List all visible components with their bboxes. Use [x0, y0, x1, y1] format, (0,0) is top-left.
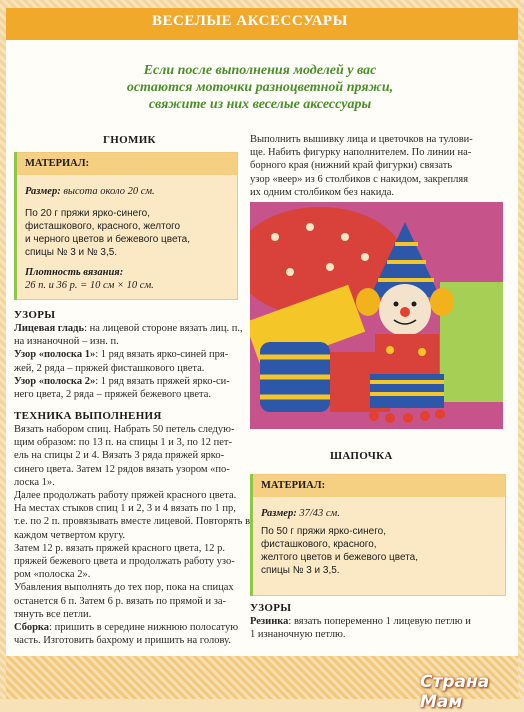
- gnome-title: ГНОМИК: [103, 134, 156, 146]
- line-text: : на лицевой стороне вязать лиц. п.,: [84, 323, 243, 334]
- text-line: [14, 436, 250, 449]
- line-text: тянуть все петли.: [14, 608, 92, 620]
- line-text: часть. Изготовить бахрому и пришить на голову.: [14, 635, 231, 647]
- density-value: 26 п. и 36 р. = 10 см × 10 см.: [25, 280, 154, 291]
- bold-term: Узор «полоска 1»: [14, 349, 96, 361]
- text-line: [14, 375, 243, 388]
- yarn-line: спицы № 3 и № 3,5.: [25, 247, 118, 258]
- material-label: МАТЕРИАЛ:: [251, 475, 505, 497]
- right-column-text: [250, 133, 473, 199]
- yarn-line: спицы № 3 и 3,5.: [261, 565, 340, 576]
- text-line: [14, 449, 250, 462]
- text-line: [14, 489, 250, 502]
- text-line: [14, 568, 250, 581]
- intro-text: [100, 62, 420, 113]
- intro-line: Если после выполнения моделей у вас: [143, 63, 377, 78]
- line-text: На местах стыков спиц 1 и 2, 3 и 4 вязать по 1 пр,: [14, 503, 236, 515]
- hat-size-line: [261, 507, 340, 520]
- text-line: [14, 542, 250, 555]
- yarn-line: По 50 г пряжи ярко-синего,: [261, 526, 386, 537]
- yarn-line: фисташкового, красного, желтого: [25, 221, 181, 232]
- text-line: их одним столбиком без накида.: [250, 186, 394, 198]
- bold-term: Лицевая гладь: [14, 323, 85, 334]
- line-text: : 1 ряд вязать пряжей ярко-си-: [95, 375, 230, 387]
- line-text: лоска 1».: [14, 476, 55, 488]
- yarn-line: желтого цветов и бежевого цвета,: [261, 552, 419, 563]
- line-text: Вязать набором спиц. Набрать 50 петель следую-: [14, 424, 235, 435]
- size-line: [25, 185, 155, 198]
- rib-line: : вязать попеременно 1 лицевую петлю и: [288, 616, 471, 627]
- rib-text: [250, 615, 471, 641]
- text-line: [14, 476, 250, 489]
- size-value: 37/43 см.: [299, 508, 340, 519]
- text-line: [14, 529, 250, 542]
- rib-line: 1 изнаночную петлю.: [250, 629, 346, 641]
- text-line: [14, 515, 250, 528]
- line-text: ром «полоска 2».: [14, 569, 91, 581]
- yarn-line: фисташкового, красного,: [261, 539, 377, 550]
- text-line: борного края (нижний край фигурки) связать: [250, 160, 453, 172]
- gnome-material-box: [14, 152, 238, 300]
- intro-line: свяжите из них веселые аксессуары: [148, 97, 372, 112]
- text-line: [14, 348, 243, 361]
- yarn-line: По 20 г пряжи ярко-синего,: [25, 208, 150, 219]
- text-line: узор «веер» из 6 столбиков с накидом, закрепляя: [250, 173, 469, 185]
- text-line: [14, 595, 250, 608]
- line-text: каждом четвертом кругу.: [14, 529, 126, 541]
- text-line: Выполнить вышивку лица и цветочков на тулови-: [250, 134, 473, 145]
- line-text: Затем 12 р. вязать пряжей красного цвета, 12 р.: [14, 542, 225, 554]
- text-line: [14, 502, 250, 515]
- line-text: щим образом: по 13 п. на спицы 1 и 3, по 12 пет-: [14, 437, 232, 449]
- hat-patterns-title: УЗОРЫ: [250, 602, 292, 614]
- text-line: [14, 463, 250, 476]
- patterns-title: УЗОРЫ: [14, 309, 56, 321]
- text-line: [14, 322, 243, 335]
- text-line: [14, 362, 243, 375]
- patterns-text: [14, 322, 243, 401]
- rib-label: Резинка: [250, 616, 289, 627]
- size-label: Размер:: [261, 508, 297, 519]
- technique-text: [14, 423, 250, 647]
- line-text: : 1 ряд вязать ярко-синей пря-: [95, 349, 229, 361]
- gnome-photo-illustration: [250, 202, 503, 429]
- text-line: [14, 634, 250, 647]
- bold-term: Сборка: [14, 622, 50, 634]
- line-text: на изнаночной – изн. п.: [14, 336, 119, 348]
- text-line: [14, 388, 243, 401]
- text-line: [14, 335, 243, 348]
- yarn-line: и черного цветов и бежевого цвета,: [25, 234, 190, 245]
- text-line: [14, 621, 250, 634]
- yarn-list: [25, 207, 190, 259]
- text-line: [14, 423, 250, 436]
- density-block: [25, 266, 154, 292]
- gnome-photo: [250, 202, 503, 429]
- page-title: ВЕСЕЛЫЕ АКСЕССУАРЫ: [152, 13, 348, 29]
- line-text: пряжей бежевого цвета и продолжать работу узо-: [14, 556, 235, 568]
- text-line: [14, 555, 250, 568]
- technique-title: ТЕХНИКА ВЫПОЛНЕНИЯ: [14, 410, 162, 422]
- line-text: т.е. по 2 п. провязывать вместе лицевой. Повторять в: [14, 516, 251, 528]
- text-line: ще. Набить фигурку наполнителем. По линии на-: [250, 147, 472, 159]
- line-text: останется 6 п. Затем 6 р. вязать по прямой и за-: [14, 595, 227, 607]
- watermark-logo: Страна Мам: [420, 672, 490, 712]
- bold-term: Узор «полоска 2»: [14, 375, 96, 387]
- size-value: высота около 20 см.: [63, 186, 155, 197]
- line-text: Убавления выполнять до тех пор, пока на спицах: [14, 582, 234, 594]
- text-line: [14, 608, 250, 621]
- hat-material-box: [250, 474, 506, 596]
- line-text: Далее продолжать работу пряжей красного цвета.: [14, 490, 237, 502]
- size-label: Размер:: [25, 186, 61, 197]
- line-text: синего цвета. Затем 12 рядов вязать узором «по-: [14, 463, 230, 475]
- line-text: ель на спицы 2 и 4. Вязать 3 ряда пряжей ярко-: [14, 450, 225, 462]
- text-line: [14, 581, 250, 594]
- density-label: Плотность вязания:: [25, 267, 124, 278]
- hat-yarn-list: [261, 525, 418, 577]
- line-text: него цвета, 2 ряда – пряжей бежевого цвета.: [14, 389, 212, 401]
- green-accent: [14, 152, 17, 300]
- material-label: МАТЕРИАЛ:: [15, 153, 237, 175]
- green-accent: [250, 474, 253, 596]
- hat-title: ШАПОЧКА: [330, 450, 393, 462]
- line-text: : пришить в середине нижнюю полосатую: [49, 622, 239, 634]
- intro-line: остаются моточки разноцветной пряжи,: [126, 80, 394, 95]
- line-text: жей, 2 ряда – пряжей фисташкового цвета.: [14, 362, 205, 374]
